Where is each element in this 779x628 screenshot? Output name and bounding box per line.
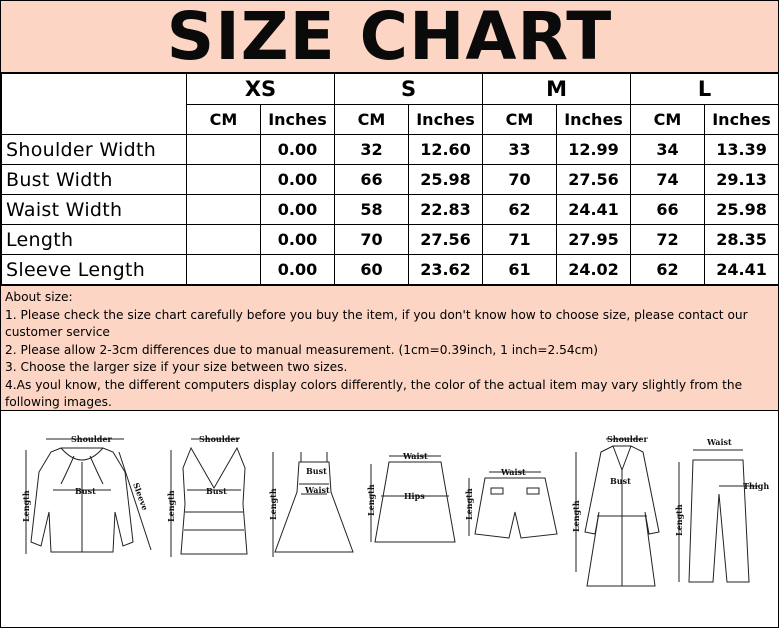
table-cell (187, 135, 261, 165)
unit-header-inches: Inches (705, 105, 779, 135)
size-notes (1, 285, 778, 411)
row-label: Sleeve Length (2, 255, 187, 285)
table-row-waist-width (2, 195, 779, 225)
table-cell: 23.62 (409, 255, 483, 285)
table-cell: 27.56 (557, 165, 631, 195)
tank-top-diagram (171, 439, 247, 557)
table-cell: 25.98 (409, 165, 483, 195)
table-cell: 58 (335, 195, 409, 225)
diagram-label-bust: Bust (75, 486, 96, 496)
note-item: 4.As youl know, the different computers display colors differently, the color of the actual item may vary slightly from the following images. (5, 377, 743, 409)
diagram-label-length: Length (366, 484, 376, 516)
table-cell: 24.41 (557, 195, 631, 225)
shorts-diagram (469, 472, 557, 538)
diagram-label-length: Length (571, 500, 581, 532)
corner-cell (2, 74, 187, 135)
table-cell: 0.00 (261, 165, 335, 195)
table-cell: 27.56 (409, 225, 483, 255)
table-cell: 27.95 (557, 225, 631, 255)
size-header-xs: XS (187, 74, 335, 105)
diagram-label-hips: Hips (404, 491, 425, 501)
size-header-s: S (335, 74, 483, 105)
table-row-shoulder-width (2, 135, 779, 165)
diagram-label-bust: Bust (206, 486, 227, 496)
table-row-length (2, 225, 779, 255)
table-cell: 34 (631, 135, 705, 165)
diagram-label-shoulder: Shoulder (607, 434, 648, 444)
trousers-diagram (679, 450, 759, 582)
blouse-diagram (26, 439, 151, 554)
table-cell (187, 195, 261, 225)
diagram-label-length: Length (674, 504, 684, 536)
table-cell: 25.98 (705, 195, 779, 225)
table-cell: 62 (631, 255, 705, 285)
table-cell: 12.99 (557, 135, 631, 165)
table-row-sleeve-length (2, 255, 779, 285)
table-cell: 60 (335, 255, 409, 285)
diagram-label-length: Length (464, 488, 474, 520)
row-label: Waist Width (2, 195, 187, 225)
table-cell: 70 (483, 165, 557, 195)
table-cell: 12.60 (409, 135, 483, 165)
size-header-m: M (483, 74, 631, 105)
unit-header-inches: Inches (261, 105, 335, 135)
table-cell: 24.02 (557, 255, 631, 285)
diagram-label-shoulder: Shoulder (199, 434, 240, 444)
table-cell: 61 (483, 255, 557, 285)
table-cell: 32 (335, 135, 409, 165)
table-cell (187, 225, 261, 255)
coat-diagram (576, 439, 659, 586)
size-header-l: L (631, 74, 779, 105)
diagram-label-waist: Waist (707, 437, 732, 447)
unit-header-inches: Inches (409, 105, 483, 135)
table-cell (187, 255, 261, 285)
size-table (1, 73, 779, 285)
note-item: 1. Please check the size chart carefully before you buy the item, if you don't know how to choose size, please contact our customer service (5, 307, 748, 339)
unit-header-cm: CM (631, 105, 705, 135)
table-cell: 0.00 (261, 195, 335, 225)
table-cell: 0.00 (261, 255, 335, 285)
table-cell (187, 165, 261, 195)
diagram-label-waist: Waist (501, 467, 526, 477)
diagram-label-shoulder: Shoulder (71, 434, 112, 444)
page-title: SIZE CHART (1, 1, 778, 73)
notes-heading: About size: (5, 290, 73, 304)
diagram-label-waist: Waist (403, 451, 428, 461)
table-cell: 62 (483, 195, 557, 225)
table-cell: 74 (631, 165, 705, 195)
table-cell: 66 (631, 195, 705, 225)
diagram-label-length: Length (166, 490, 176, 522)
table-cell: 0.00 (261, 225, 335, 255)
size-header-row (2, 74, 779, 105)
diagram-label-length: Length (268, 488, 278, 520)
unit-header-inches: Inches (557, 105, 631, 135)
table-row-bust-width (2, 165, 779, 195)
row-label: Bust Width (2, 165, 187, 195)
table-cell: 66 (335, 165, 409, 195)
row-label: Shoulder Width (2, 135, 187, 165)
unit-header-cm: CM (187, 105, 261, 135)
row-label: Length (2, 225, 187, 255)
table-cell: 72 (631, 225, 705, 255)
diagram-label-thigh: Thigh (743, 481, 770, 491)
measurement-diagrams (1, 412, 778, 627)
table-cell: 13.39 (705, 135, 779, 165)
table-cell: 71 (483, 225, 557, 255)
table-cell: 28.35 (705, 225, 779, 255)
table-cell: 29.13 (705, 165, 779, 195)
table-cell: 0.00 (261, 135, 335, 165)
unit-header-cm: CM (335, 105, 409, 135)
diagram-label-sleeve: Sleeve (131, 481, 151, 512)
table-cell: 70 (335, 225, 409, 255)
table-cell: 33 (483, 135, 557, 165)
diagram-label-length: Length (21, 490, 31, 522)
table-cell: 24.41 (705, 255, 779, 285)
diagram-label-waist: Waist (305, 485, 330, 495)
unit-header-cm: CM (483, 105, 557, 135)
table-cell: 22.83 (409, 195, 483, 225)
diagram-label-bust: Bust (610, 476, 631, 486)
note-item: 2. Please allow 2-3cm differences due to manual measurement. (1cm=0.39inch, 1 inch=2.54cm) (5, 342, 599, 357)
diagram-label-bust: Bust (306, 466, 327, 476)
note-item: 3. Choose the larger size if your size between two sizes. (5, 360, 348, 374)
